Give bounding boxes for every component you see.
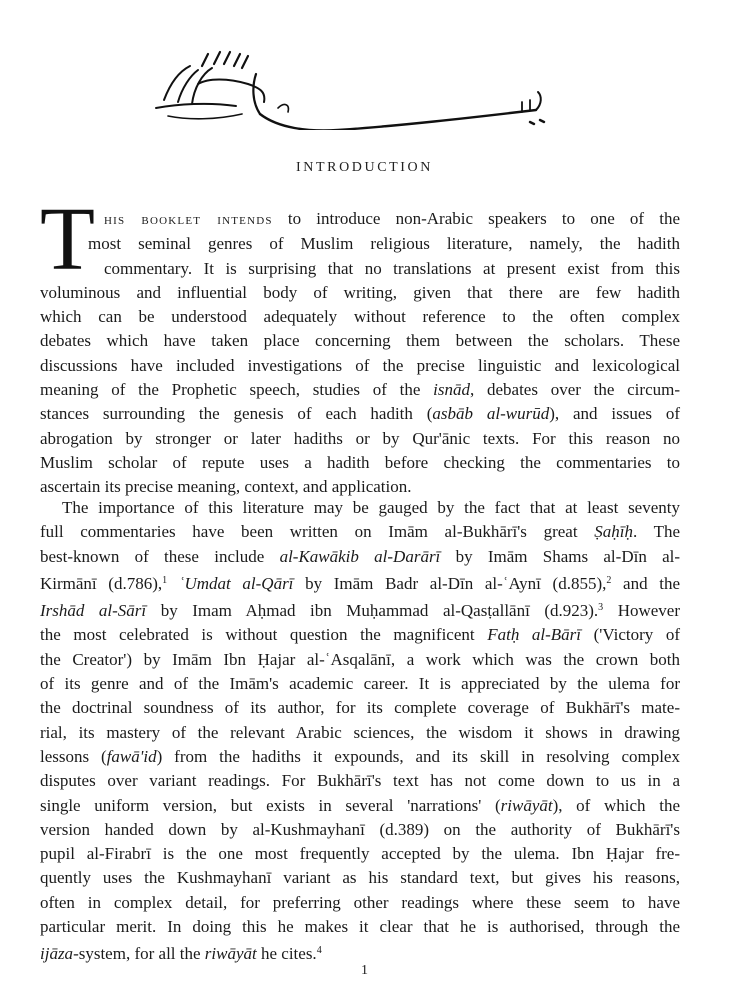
- paragraph-1: [40, 207, 680, 500]
- italic-term: asbāb al-wurūd: [432, 404, 550, 424]
- text-span: and the: [623, 573, 681, 593]
- text-line: particular merit. In doing this he makes it clear that he is authorised, through the: [40, 917, 680, 937]
- text-line: [40, 569, 680, 596]
- text-line: which can be understood adequately without reference to the often complex: [40, 307, 680, 327]
- text-span: best-known of these include: [40, 546, 265, 566]
- text-line: [40, 402, 680, 426]
- text-span: lessons (: [40, 746, 107, 766]
- paragraph-2: [40, 496, 680, 967]
- basmala-calligraphy-icon: [138, 44, 558, 130]
- text-line: [40, 623, 680, 647]
- text-span: meaning of the Prophetic speech, studies of the: [40, 380, 421, 400]
- text-span: the most celebrated is without question the magnificent: [40, 625, 475, 645]
- text-span: ), and issues of: [549, 404, 680, 424]
- text-span: full commentaries have been written on Imām al-Bukhārī's great: [40, 522, 578, 542]
- text-line: pupil al-Firabrī is the one most frequently accepted by the ulema. Ibn Ḥajar fre-: [40, 844, 680, 864]
- text-line: commentary. It is surprising that no translations at present exist from this: [104, 258, 680, 278]
- text-line: [40, 596, 680, 623]
- small-caps-opening: his booklet intends: [104, 211, 273, 228]
- text-span: ) from the hadiths it expounds, and its skill in resolving complex: [156, 746, 680, 766]
- text-line: discussions have included investigations of the precise linguistic and lexicological: [40, 355, 680, 375]
- footnote-ref[interactable]: 3: [598, 602, 604, 614]
- text-line: the Creator') by Imām Ibn Ḥajar al-ʿAsqalānī, a work which was the crown both: [40, 649, 680, 669]
- text-line: [40, 520, 680, 544]
- text-line: ascertain its precise meaning, context, and application.: [40, 477, 412, 497]
- text-line: voluminous and influential body of writing, given that there are few hadith: [40, 282, 680, 302]
- text-line: Muslim scholar of repute uses a hadith before checking the commentaries to: [40, 452, 680, 472]
- text-line: quently uses the Kushmayhanī variant as his standard text, but gives his reasons,: [40, 868, 680, 888]
- italic-title: al-Kawākib al-Darārī: [279, 546, 441, 566]
- text-line: The importance of this literature may be gauged by the fact that at least seventy: [62, 498, 680, 517]
- italic-term: Ṣaḥīḥ: [594, 522, 633, 542]
- text-span: to introduce non-Arabic speakers to one of the: [287, 209, 681, 228]
- italic-term: riwāyāt: [204, 944, 257, 964]
- text-line: [40, 207, 680, 232]
- text-line: [40, 794, 680, 818]
- text-line: often in complex detail, for preferring other readings where these seem to have: [40, 892, 680, 912]
- italic-term: fawā'id: [106, 746, 157, 766]
- text-span: by Imam Aḥmad ibn Muḥammad al-Qasṭallānī (d.923).: [160, 601, 599, 621]
- text-line: most seminal genres of Muslim religious literature, namely, the hadith: [88, 234, 680, 254]
- text-line: debates which have taken place concerning them between the scholars. These: [40, 331, 680, 351]
- text-line: disputes over variant readings. For Bukhārī's text has not come down to us in a: [40, 771, 680, 791]
- text-span: . The: [632, 522, 680, 542]
- text-line: of its genre and of the Imām's academic career. It is appreciated by the ulema for: [40, 674, 680, 694]
- text-span: However: [617, 601, 681, 621]
- text-span: by Imām Shams al-Dīn al-: [455, 546, 681, 566]
- italic-term: ijāza: [40, 944, 74, 964]
- footnote-ref[interactable]: 2: [606, 574, 612, 586]
- text-span: ('Victory of: [593, 625, 681, 645]
- text-line: the doctrinal soundness of its author, for its complete coverage of Bukhārī's mate-: [40, 698, 680, 718]
- italic-title: ʿUmdat al-Qārī: [178, 573, 294, 593]
- text-span: he cites.: [260, 944, 317, 964]
- page-number: 1: [361, 963, 368, 978]
- text-span: stances surrounding the genesis of each hadith (: [40, 404, 433, 424]
- text-line: abrogation by stronger or later hadiths or by Qur'ānic texts. For this reason no: [40, 428, 680, 448]
- italic-title: Irshād al-Sārī: [40, 601, 147, 621]
- text-line: version handed down by al-Kushmayhanī (d.389) on the authority of Bukhārī's: [40, 819, 680, 839]
- page-heading: INTRODUCTION: [296, 160, 433, 175]
- footnote-ref[interactable]: 4: [316, 945, 322, 957]
- text-line: [40, 545, 680, 569]
- footnote-ref[interactable]: 1: [162, 574, 168, 586]
- text-span: single uniform version, but exists in several 'narrations' (: [40, 795, 501, 815]
- italic-term: isnād: [433, 380, 470, 400]
- text-span: -system, for all the: [73, 944, 201, 964]
- text-span: ), of which the: [552, 795, 680, 815]
- italic-title: Fatḥ al-Bārī: [487, 625, 582, 645]
- italic-term: riwāyāt: [500, 795, 553, 815]
- text-line: [40, 378, 680, 402]
- text-line: rial, its mastery of the relevant Arabic sciences, the wisdom it shows in drawing: [40, 722, 680, 742]
- text-span: Kirmānī (d.786),: [40, 573, 163, 593]
- drop-cap: T: [40, 190, 95, 289]
- text-line: [40, 745, 680, 769]
- text-span: , debates over the circum-: [470, 380, 680, 400]
- text-span: by Imām Badr al-Dīn al-ʿAynī (d.855),: [305, 573, 607, 593]
